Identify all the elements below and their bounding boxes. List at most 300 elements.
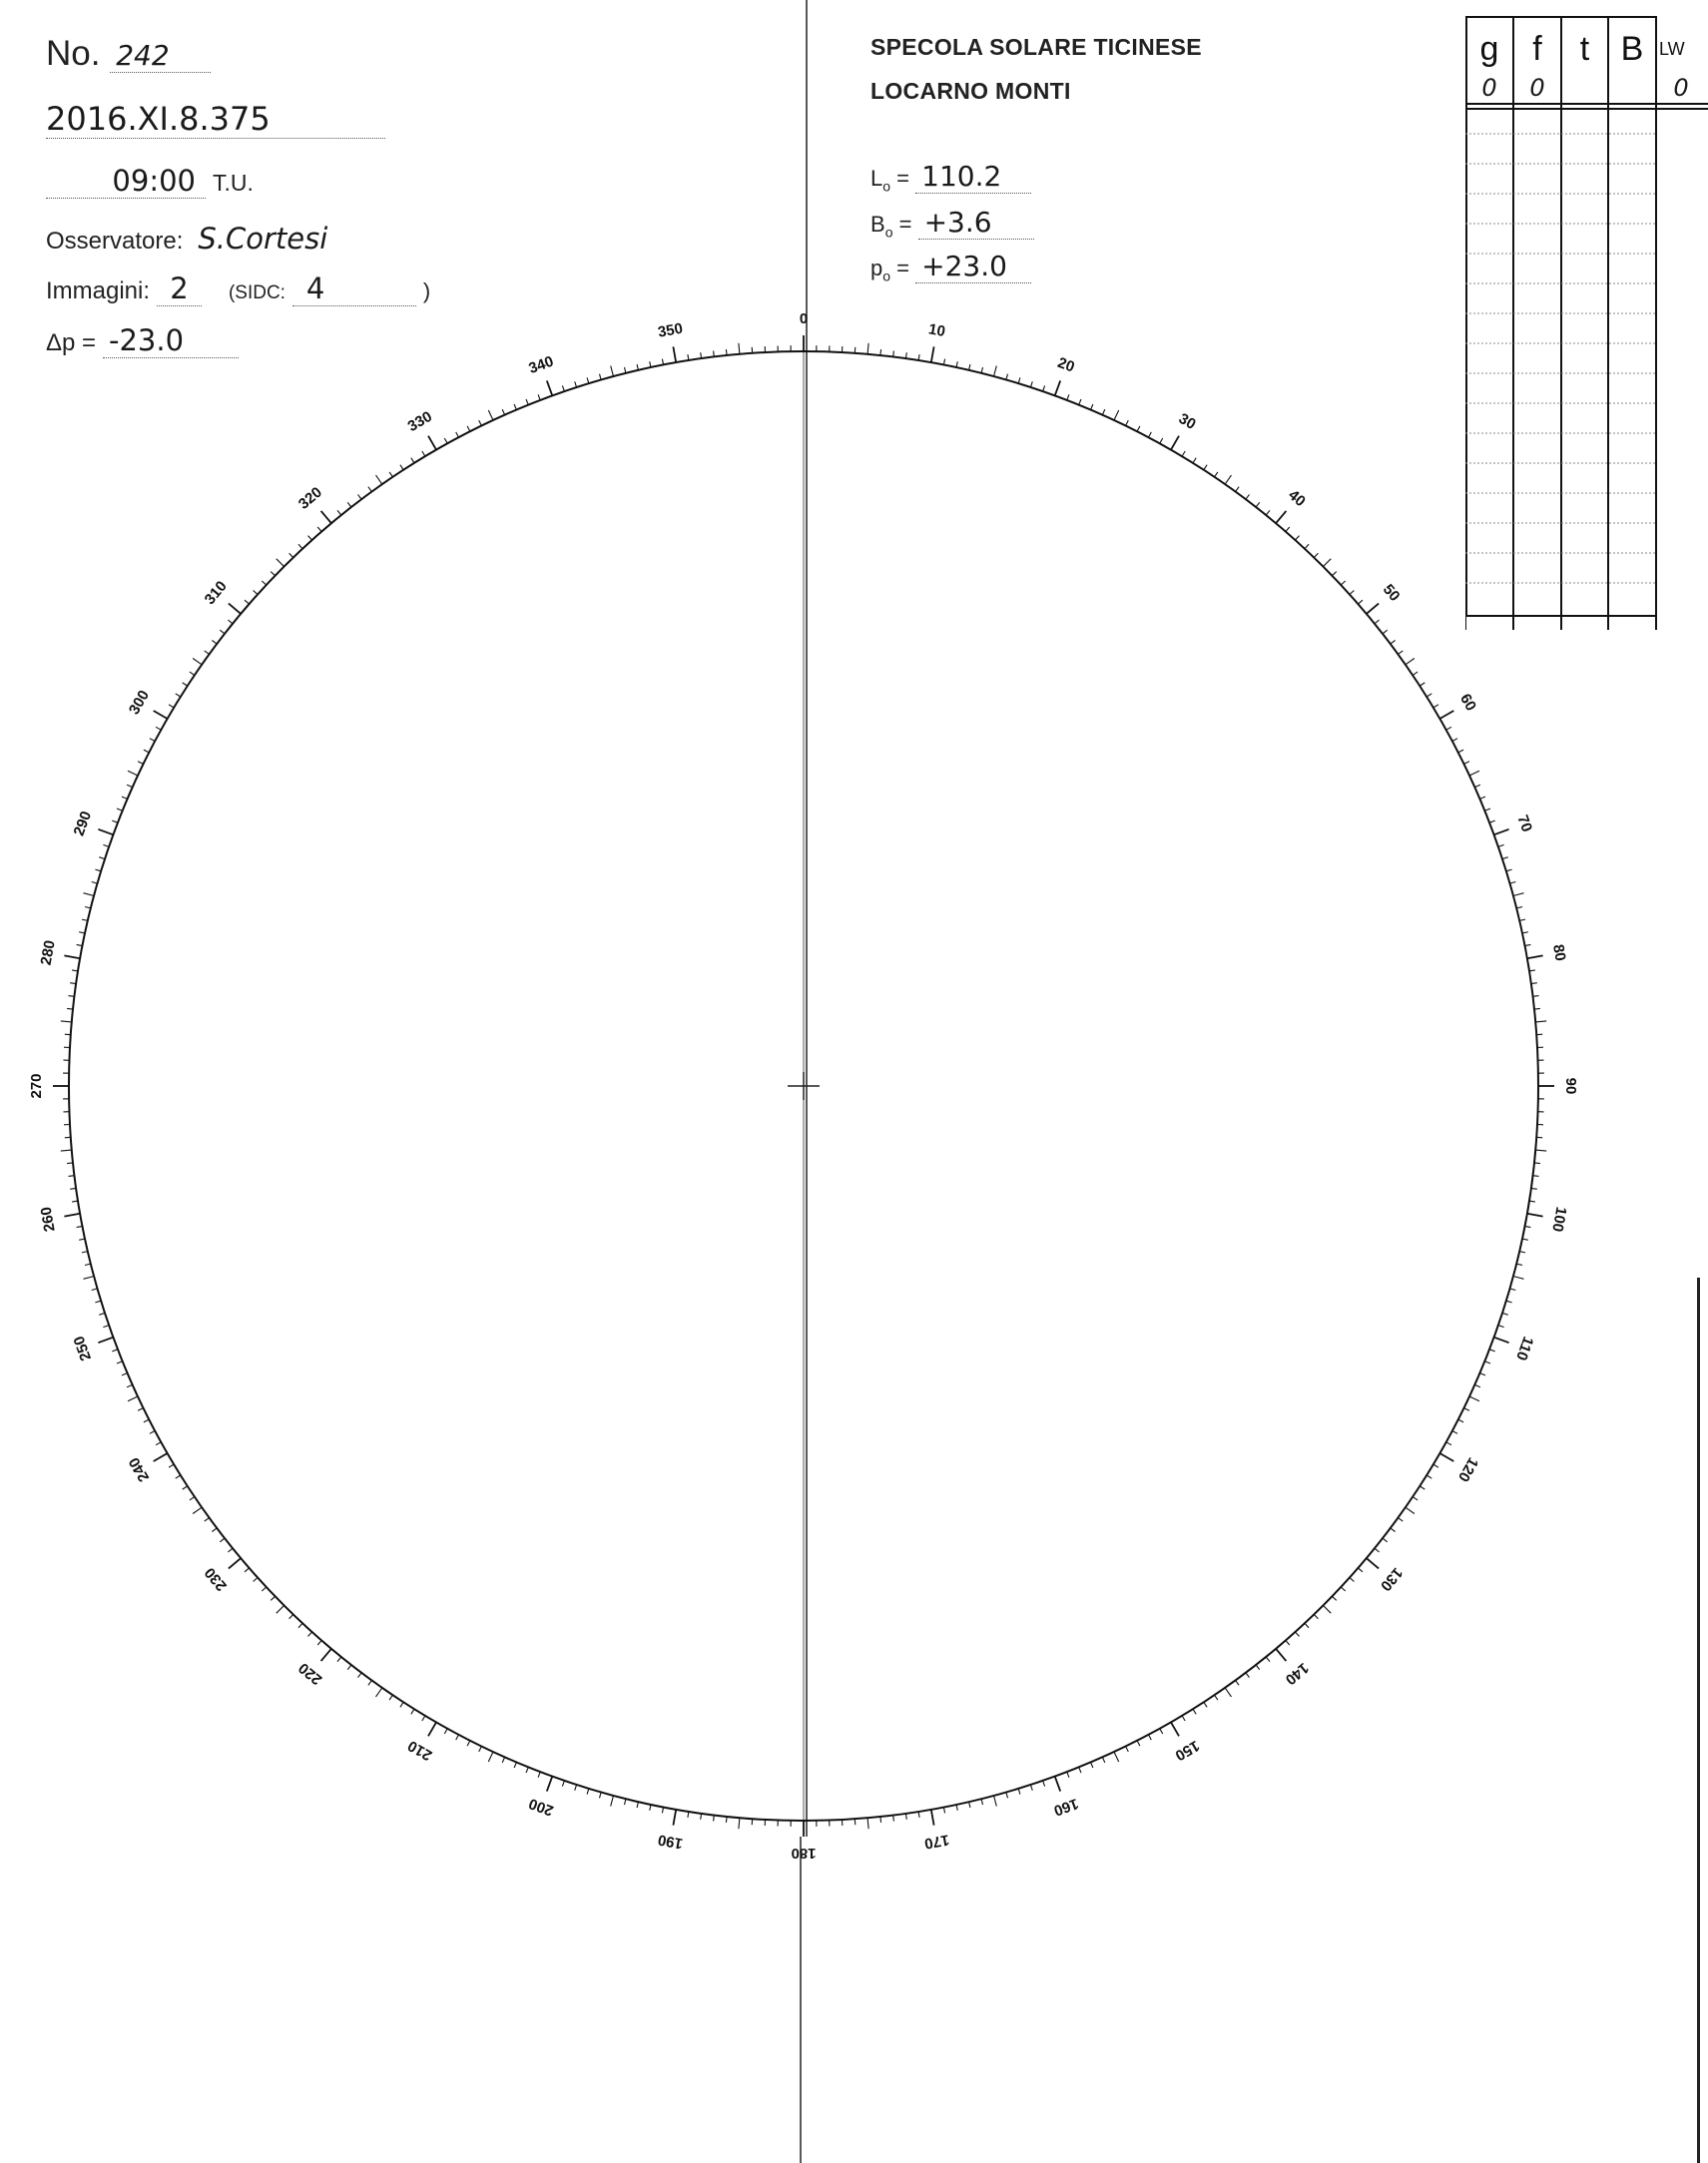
dial-tick — [229, 604, 241, 614]
dial-tick — [893, 351, 894, 357]
dial-tick — [389, 472, 392, 477]
dial-tick — [867, 343, 868, 354]
dial-tick — [1536, 1034, 1542, 1035]
dial-label-140: 140 — [1281, 1659, 1313, 1689]
dial-tick — [298, 544, 302, 548]
dial-tick — [650, 361, 651, 367]
dial-tick — [956, 1805, 957, 1811]
dial-tick — [61, 1021, 72, 1022]
dial-tick — [752, 1819, 753, 1825]
dial-tick — [1469, 771, 1479, 776]
dial-tick — [1114, 1752, 1119, 1762]
dial-tick — [526, 399, 528, 405]
l0-equals: = — [896, 166, 910, 191]
dial-label-310: 310 — [201, 577, 231, 609]
dial-tick — [943, 1808, 944, 1814]
dial-tick — [229, 1558, 241, 1568]
dial-tick — [138, 762, 143, 765]
dial-tick — [662, 1808, 663, 1814]
dial-tick — [1498, 844, 1504, 846]
dial-tick — [289, 1614, 293, 1618]
dial-tick — [95, 1301, 101, 1303]
dial-tick — [144, 1419, 149, 1422]
dial-tick — [411, 458, 414, 463]
dial-tick — [969, 1802, 970, 1808]
dial-tick — [156, 1442, 161, 1445]
dial-tick — [228, 1548, 233, 1552]
dial-tick — [1160, 438, 1163, 443]
dial-tick — [467, 426, 470, 431]
dial-tick — [321, 1649, 331, 1661]
dial-tick — [79, 932, 85, 933]
dial-tick — [169, 1464, 174, 1467]
dial-tick — [205, 651, 210, 655]
dial-label-340: 340 — [526, 352, 556, 378]
dial-tick — [1079, 399, 1081, 405]
dial-tick — [625, 1799, 626, 1805]
dial-tick — [77, 1226, 83, 1227]
dial-tick — [262, 1587, 266, 1591]
dial-tick — [739, 1818, 740, 1829]
dial-tick — [1391, 1528, 1396, 1532]
dial-label-40: 40 — [1285, 486, 1309, 511]
dial-tick — [84, 1277, 95, 1280]
dial-tick — [1474, 1384, 1480, 1386]
dial-tick — [99, 1313, 105, 1315]
drawing-number — [46, 34, 211, 74]
dial-tick — [547, 1777, 553, 1792]
dial-label-50: 50 — [1379, 581, 1404, 605]
dial-tick — [538, 1772, 540, 1778]
dial-tick — [205, 1518, 210, 1522]
dial-tick — [245, 1568, 250, 1572]
dial-tick — [1452, 1431, 1457, 1434]
dial-tick — [1137, 1741, 1140, 1746]
p0-field — [870, 250, 1031, 283]
dial-tick — [637, 1802, 638, 1808]
dial-tick — [1137, 426, 1140, 431]
dial-label-320: 320 — [294, 483, 326, 513]
value-f: 0 — [1529, 74, 1545, 102]
dial-tick — [156, 727, 161, 730]
dial-tick — [726, 349, 727, 355]
sidc-value: 4 — [292, 271, 416, 306]
dial-label-250: 250 — [70, 1334, 96, 1363]
dial-tick — [1527, 1214, 1543, 1217]
dial-tick — [739, 343, 740, 354]
dial-tick — [1296, 536, 1300, 540]
dial-tick — [502, 409, 504, 415]
dial-tick — [562, 1781, 564, 1787]
dial-tick — [956, 361, 957, 367]
dial-tick — [1266, 1657, 1270, 1662]
dial-tick — [122, 1373, 128, 1375]
dial-label-330: 330 — [404, 407, 435, 436]
dial-tick — [127, 1384, 133, 1386]
dial-tick — [1126, 420, 1129, 425]
dial-tick — [1266, 510, 1270, 515]
date-value: 2016.XI.8.375 — [46, 100, 385, 139]
dial-tick — [77, 944, 83, 945]
dial-tick — [981, 1799, 982, 1805]
dial-tick — [1043, 385, 1045, 391]
dial-tick — [144, 750, 149, 753]
dial-label-200: 200 — [526, 1794, 556, 1820]
dial-tick — [1006, 1793, 1008, 1799]
dial-tick — [190, 1497, 195, 1500]
dial-tick — [117, 1361, 123, 1363]
dial-tick — [981, 367, 982, 373]
dial-label-0: 0 — [799, 309, 809, 327]
dial-tick — [1502, 1313, 1508, 1315]
dial-tick — [64, 1214, 80, 1217]
dial-tick — [262, 581, 266, 585]
scan-edge — [1697, 1278, 1700, 2163]
dial-tick — [69, 1176, 75, 1177]
dial-tick — [1359, 1568, 1364, 1572]
dial-tick — [277, 559, 285, 567]
dial-tick — [1296, 1632, 1300, 1636]
images-label: Immagini: — [46, 277, 151, 304]
dial-tick — [1536, 1137, 1542, 1138]
dial-tick — [625, 367, 626, 373]
dial-tick — [228, 620, 233, 624]
dial-tick — [1375, 1548, 1380, 1552]
dial-tick — [95, 869, 101, 871]
dial-tick — [154, 711, 168, 719]
dial-label-350: 350 — [656, 319, 685, 341]
dial-tick — [587, 377, 589, 383]
dial-tick — [1018, 1789, 1020, 1795]
dial-tick — [1446, 727, 1451, 730]
dial-tick — [1314, 553, 1318, 557]
dial-tick — [176, 694, 181, 697]
dial-tick — [1534, 1008, 1540, 1009]
dial-tick — [1055, 1777, 1061, 1792]
dial-tick — [1426, 694, 1431, 697]
dial-tick — [1519, 919, 1525, 920]
dial-tick — [479, 1747, 482, 1752]
dial-tick — [714, 1816, 715, 1822]
dial-label-10: 10 — [926, 320, 947, 340]
value-b — [1608, 72, 1656, 104]
dial-tick — [467, 1741, 470, 1746]
dial-tick — [575, 1785, 577, 1791]
dial-tick — [1126, 1747, 1129, 1752]
dial-tick — [611, 1796, 614, 1807]
dial-tick — [1323, 559, 1331, 567]
header-f: f — [1532, 29, 1542, 68]
dial-tick — [479, 420, 482, 425]
dial-tick — [428, 1722, 436, 1736]
dial-tick — [411, 1709, 414, 1714]
images-value: 2 — [157, 271, 202, 306]
dial-tick — [271, 1596, 275, 1600]
dial-tick — [1535, 1021, 1546, 1022]
dial-tick — [1375, 620, 1380, 624]
dial-tick — [444, 438, 447, 443]
l0-label: L — [870, 166, 883, 191]
dial-tick — [1464, 762, 1469, 765]
dial-tick — [1215, 1695, 1218, 1700]
dial-tick — [212, 641, 217, 645]
dial-tick — [1171, 436, 1179, 450]
dial-tick — [1439, 1453, 1453, 1461]
dial-tick — [127, 785, 133, 787]
dial-tick — [69, 996, 75, 997]
dial-tick — [1193, 1709, 1196, 1714]
dial-label-210: 210 — [404, 1736, 435, 1765]
institution-name: SPECOLA SOLARE TICINESE — [870, 34, 1202, 60]
dial-tick — [317, 1641, 321, 1646]
dial-tick — [150, 1431, 155, 1434]
dial-label-20: 20 — [1055, 353, 1077, 376]
dial-tick — [1426, 1475, 1431, 1478]
time-unit: T.U. — [212, 170, 254, 196]
dial-tick — [112, 1350, 118, 1352]
dial-label-150: 150 — [1172, 1736, 1203, 1765]
dial-tick — [98, 1338, 113, 1344]
dial-tick — [154, 1453, 168, 1461]
dial-label-260: 260 — [37, 1205, 59, 1234]
dial-tick — [1067, 394, 1069, 400]
dial-tick — [1276, 511, 1286, 523]
dial-tick — [1464, 1408, 1469, 1411]
time-value: 09:00 — [46, 164, 206, 199]
header-lw: LW — [1659, 38, 1685, 59]
dial-tick — [1535, 1150, 1546, 1151]
dial-tick — [575, 381, 577, 387]
dial-tick — [112, 820, 118, 822]
dial-tick — [1484, 809, 1490, 811]
dial-tick — [1534, 1163, 1540, 1164]
dial-label-110: 110 — [1512, 1334, 1537, 1363]
dial-tick — [1513, 893, 1524, 896]
dial-tick — [220, 1538, 225, 1542]
dial-tick — [673, 346, 676, 362]
p0-subscript: o — [882, 268, 891, 284]
dial-label-300: 300 — [125, 687, 154, 718]
dial-tick — [600, 374, 602, 380]
dial-tick — [376, 475, 382, 484]
dial-tick — [85, 907, 91, 908]
dial-tick — [1406, 659, 1415, 665]
time-field — [46, 164, 254, 199]
dial-label-160: 160 — [1051, 1794, 1081, 1820]
dial-tick — [254, 1578, 258, 1582]
dial-tick — [1516, 907, 1522, 908]
dial-tick — [1502, 857, 1508, 859]
dial-tick — [1246, 494, 1250, 499]
dial-tick — [1246, 1673, 1250, 1678]
dial-tick — [1480, 1373, 1486, 1375]
b0-value: +3.6 — [918, 206, 1034, 240]
dial-tick — [128, 1396, 138, 1401]
dial-tick — [637, 364, 638, 370]
dial-tick — [1350, 591, 1354, 595]
dial-tick — [1286, 527, 1290, 532]
dial-tick — [1480, 797, 1486, 799]
dial-tick — [1420, 683, 1424, 686]
dial-tick — [514, 404, 516, 410]
dial-tick — [488, 410, 493, 420]
dial-tick — [61, 1150, 72, 1151]
delta-p-field — [46, 323, 239, 358]
dial-tick — [1391, 641, 1396, 645]
dial-label-130: 130 — [1377, 1563, 1407, 1595]
dial-tick — [1474, 785, 1480, 787]
observer-label: Osservatore: — [46, 228, 184, 255]
dial-label-180: 180 — [791, 1845, 817, 1863]
dial-label-170: 170 — [922, 1831, 951, 1853]
dial-tick — [1469, 1396, 1479, 1401]
dial-label-90: 90 — [1562, 1077, 1580, 1095]
delta-p-value: -23.0 — [103, 323, 239, 358]
observer-value: S.Cortesi — [198, 222, 328, 256]
dial-tick — [347, 1665, 351, 1670]
dial-tick — [1510, 1289, 1516, 1291]
dial-tick — [1527, 955, 1543, 958]
dial-tick — [1433, 1464, 1438, 1467]
dial-tick — [1323, 1605, 1331, 1613]
dial-label-190: 190 — [656, 1831, 685, 1853]
dial-tick — [1102, 409, 1104, 415]
p0-label: p — [870, 256, 883, 280]
header-b: B — [1620, 29, 1644, 68]
dial-tick — [1091, 1763, 1093, 1769]
dial-label-220: 220 — [294, 1659, 326, 1689]
dial-tick — [662, 359, 663, 365]
dial-tick — [880, 1817, 881, 1823]
dial-tick — [193, 659, 202, 665]
dial-tick — [1341, 1587, 1345, 1591]
dial-tick — [444, 1729, 447, 1734]
dial-tick — [1091, 404, 1093, 410]
dial-tick — [1030, 1785, 1032, 1791]
dial-tick — [1525, 944, 1531, 945]
value-g: 0 — [1481, 74, 1497, 102]
dial-tick — [538, 394, 540, 400]
dial-tick — [67, 1163, 73, 1164]
dial-tick — [931, 1810, 934, 1826]
dial-tick — [1506, 869, 1512, 871]
b0-field — [870, 206, 1034, 240]
dial-tick — [1420, 1486, 1424, 1489]
value-t — [1561, 72, 1608, 104]
dial-tick — [422, 451, 425, 456]
dial-label-60: 60 — [1456, 691, 1480, 715]
delta-p-label: Δp = — [46, 329, 97, 356]
dial-tick — [1413, 1497, 1418, 1500]
dial-tick — [1160, 1729, 1163, 1734]
dial-tick — [358, 1673, 362, 1678]
dial-tick — [308, 1632, 312, 1636]
dial-tick — [190, 672, 195, 675]
dial-tick — [176, 1475, 181, 1478]
dial-tick — [254, 591, 258, 595]
dial-tick — [1439, 711, 1453, 719]
dial-tick — [92, 1289, 98, 1291]
dial-label-100: 100 — [1548, 1205, 1570, 1234]
dial-label-30: 30 — [1175, 409, 1199, 433]
dial-tick — [298, 1623, 302, 1627]
dial-tick — [368, 487, 372, 492]
dial-tick — [1522, 932, 1528, 933]
l0-value: 110.2 — [915, 160, 1031, 194]
b0-label: B — [870, 212, 885, 237]
dial-tick — [289, 553, 293, 557]
header-g: g — [1479, 29, 1499, 68]
dial-tick — [277, 1605, 285, 1613]
dial-tick — [1367, 1558, 1379, 1568]
dial-label-120: 120 — [1453, 1454, 1482, 1485]
dial-tick — [893, 1816, 894, 1822]
number-label: No. — [46, 34, 101, 73]
images-field — [46, 271, 430, 306]
dial-tick — [65, 1034, 71, 1035]
dial-tick — [880, 349, 881, 355]
dial-tick — [1256, 1665, 1260, 1670]
dial-tick — [867, 1818, 868, 1829]
dial-tick — [1236, 487, 1240, 492]
dial-tick — [1286, 1641, 1290, 1646]
dial-tick — [358, 494, 362, 499]
dial-tick — [65, 1137, 71, 1138]
dial-tick — [502, 1757, 504, 1763]
dial-label-240: 240 — [125, 1454, 154, 1485]
sidc-label: (SIDC: — [228, 282, 285, 303]
date-field — [46, 100, 385, 139]
dial-tick — [1452, 739, 1457, 742]
dial-tick — [92, 882, 98, 884]
dial-tick — [1225, 475, 1231, 484]
dial-tick — [220, 630, 225, 634]
dial-tick — [1446, 1442, 1451, 1445]
dial-tick — [67, 1008, 73, 1009]
dial-tick — [150, 739, 155, 742]
value-lw: 0 — [1673, 74, 1689, 102]
observer-field — [46, 222, 327, 256]
sunspot-count-table — [1465, 16, 1708, 630]
dial-tick — [854, 1819, 855, 1825]
dial-tick — [400, 1702, 403, 1707]
dial-tick — [1398, 1518, 1403, 1522]
dial-tick — [1494, 829, 1509, 835]
dial-tick — [1350, 1578, 1354, 1582]
dial-tick — [1215, 472, 1218, 477]
dial-tick — [1522, 1239, 1528, 1240]
dial-tick — [1510, 882, 1516, 884]
dial-tick — [931, 346, 934, 362]
sidc-close: ) — [422, 278, 431, 303]
dial-tick — [99, 857, 105, 859]
dial-tick — [456, 1735, 459, 1740]
dial-tick — [1489, 820, 1495, 822]
dial-tick — [943, 359, 944, 365]
dial-tick — [1433, 705, 1438, 708]
dial-tick — [1516, 1264, 1522, 1265]
b0-equals: = — [898, 212, 912, 237]
dial-label-280: 280 — [37, 938, 59, 967]
dial-tick — [1314, 1614, 1318, 1618]
dial-label-70: 70 — [1513, 812, 1536, 834]
dial-tick — [1494, 1338, 1509, 1344]
dial-tick — [1256, 502, 1260, 507]
dial-tick — [1305, 544, 1309, 548]
institution-location: LOCARNO MONTI — [870, 78, 1071, 104]
dial-tick — [422, 1716, 425, 1721]
dial-label-230: 230 — [201, 1563, 231, 1595]
